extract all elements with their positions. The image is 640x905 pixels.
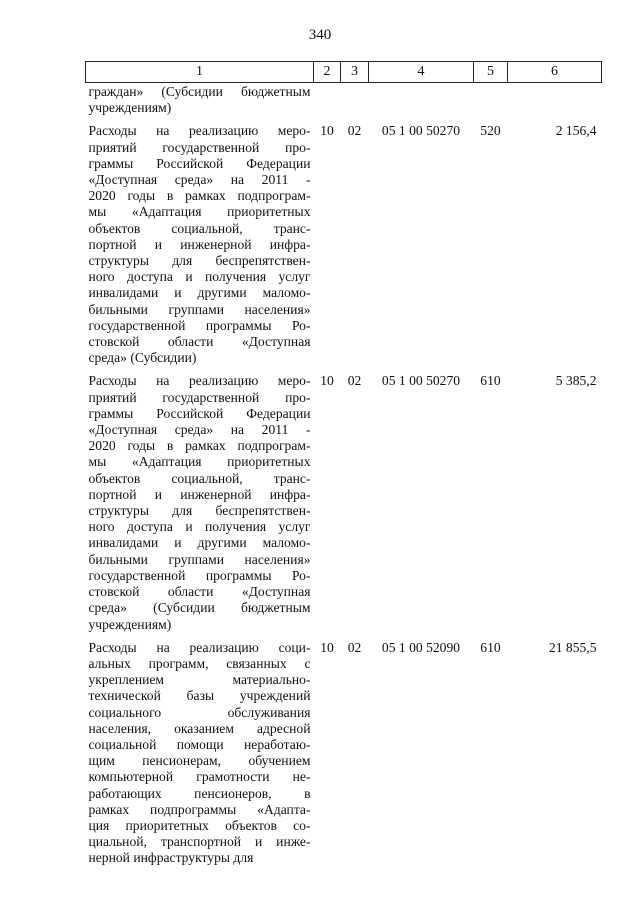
row-name-line: учреждениям) (88, 616, 172, 632)
row-amount-cell: 5 385,2 (555, 373, 597, 389)
row-amount-cell (508, 83, 602, 117)
row-name-line: Расходы на реализацию меро- (88, 373, 311, 389)
row-name-cell (86, 83, 314, 117)
row-section-cell: 10 (320, 373, 334, 389)
row-name-line: граммы Российской Федерации (88, 155, 311, 171)
row-expense-type-cell: 520 (480, 123, 501, 139)
row-name-cell (86, 116, 314, 366)
row-name-line: мы «Адаптация приоритетных (88, 454, 311, 470)
row-name-line: работающих пенсионеров, в (88, 785, 311, 801)
row-name-line: граммы Российской Федерации (88, 405, 311, 421)
row-section-cell: 10 (320, 123, 334, 139)
row-name-line: инвалидами и другими маломо- (88, 285, 311, 301)
row-name-line: Расходы на реализацию меро- (88, 123, 311, 139)
row-name-line: альных программ, связанных с (88, 655, 311, 671)
row-subsection-cell: 02 (347, 123, 362, 139)
row-name-line: технической базы учреждений (88, 688, 311, 704)
row-name-line: 2020 годы в рамках подпрограм- (88, 438, 311, 454)
row-name-line: компьютерной грамотности не- (88, 769, 311, 785)
row-name-line: 2020 годы в рамках подпрограм- (88, 188, 311, 204)
row-subsection-cell (341, 83, 369, 117)
row-name-line: структуры для беспрепятствен- (88, 253, 311, 269)
row-name-line: ного доступа и получения услуг (88, 269, 311, 285)
budget-table (85, 61, 602, 867)
row-name-line: циальной, транспортной и инже- (88, 834, 311, 850)
table-row (86, 116, 602, 366)
row-name-line: среда» (Субсидии) (88, 350, 197, 366)
table-row (86, 633, 602, 867)
row-name-line: «Доступная среда» на 2011 - (88, 422, 311, 438)
header-col-5: 5 (474, 62, 508, 83)
row-section-cell (314, 83, 341, 117)
row-name-line: социальной помощи неработаю- (88, 736, 311, 752)
row-expense-type-cell (474, 83, 508, 117)
table-row (86, 366, 602, 632)
row-amount-cell: 2 156,4 (555, 123, 597, 139)
row-name-line: приятий государственной про- (88, 139, 311, 155)
row-name-line: ция приоритетных объектов со- (88, 817, 311, 833)
row-name-line: портной и инженерной инфра- (88, 486, 311, 502)
row-name-line: стовской области «Доступная (88, 334, 311, 350)
header-col-1: 1 (86, 62, 314, 83)
row-section-cell: 10 (320, 639, 334, 655)
row-name-line: ного доступа и получения услуг (88, 519, 311, 535)
row-name-line: бильными группами населения» (88, 301, 311, 317)
row-name-line: рамках подпрограммы «Адапта- (88, 801, 311, 817)
table-body (86, 83, 602, 867)
row-name-line: приятий государственной про- (88, 389, 311, 405)
header-col-6: 6 (508, 62, 602, 83)
row-name-line: государственной программы Ро- (88, 567, 311, 583)
header-col-3: 3 (341, 62, 369, 83)
row-name-line: объектов социальной, транс- (88, 220, 311, 236)
row-name-line: бильными группами населения» (88, 551, 311, 567)
row-name-line: среда» (Субсидии бюджетным (88, 600, 311, 616)
row-name-line: социального обслуживания (88, 704, 311, 720)
row-target-article-cell: 05 1 00 50270 (381, 373, 461, 389)
header-col-2: 2 (314, 62, 341, 83)
row-name-line: структуры для беспрепятствен- (88, 503, 311, 519)
row-name-line: инвалидами и другими маломо- (88, 535, 311, 551)
row-amount-cell: 21 855,5 (548, 639, 597, 655)
row-target-article-cell: 05 1 00 50270 (381, 123, 461, 139)
row-name-line: граждан» (Субсидии бюджетным (88, 84, 311, 99)
row-target-article-cell (369, 83, 474, 117)
row-name-line: стовской области «Доступная (88, 584, 311, 600)
row-name-line: объектов социальной, транс- (88, 470, 311, 486)
row-subsection-cell: 02 (347, 373, 362, 389)
row-name-line: учреждениям) (88, 100, 172, 116)
row-expense-type-cell: 610 (480, 373, 501, 389)
row-name-cell (86, 633, 314, 867)
row-name-line: нерной инфраструктуры для (88, 850, 254, 866)
row-name-line: портной и инженерной инфра- (88, 236, 311, 252)
table-row (86, 83, 602, 117)
row-subsection-cell: 02 (347, 639, 362, 655)
row-target-article-cell: 05 1 00 52090 (381, 639, 461, 655)
row-name-cell (86, 366, 314, 632)
row-name-line: укреплением материально- (88, 672, 311, 688)
row-name-line: государственной программы Ро- (88, 317, 311, 333)
row-name-line: «Доступная среда» на 2011 - (88, 172, 311, 188)
row-expense-type-cell: 610 (480, 639, 501, 655)
row-name-line: Расходы на реализацию соци- (88, 639, 311, 655)
row-name-line: мы «Адаптация приоритетных (88, 204, 311, 220)
row-name-line: населения, оказанием адресной (88, 720, 311, 736)
page-number: 340 (308, 27, 332, 43)
table-header-row (86, 62, 602, 83)
header-col-4: 4 (369, 62, 474, 83)
row-name-line: щим пенсионерам, обучением (88, 753, 311, 769)
